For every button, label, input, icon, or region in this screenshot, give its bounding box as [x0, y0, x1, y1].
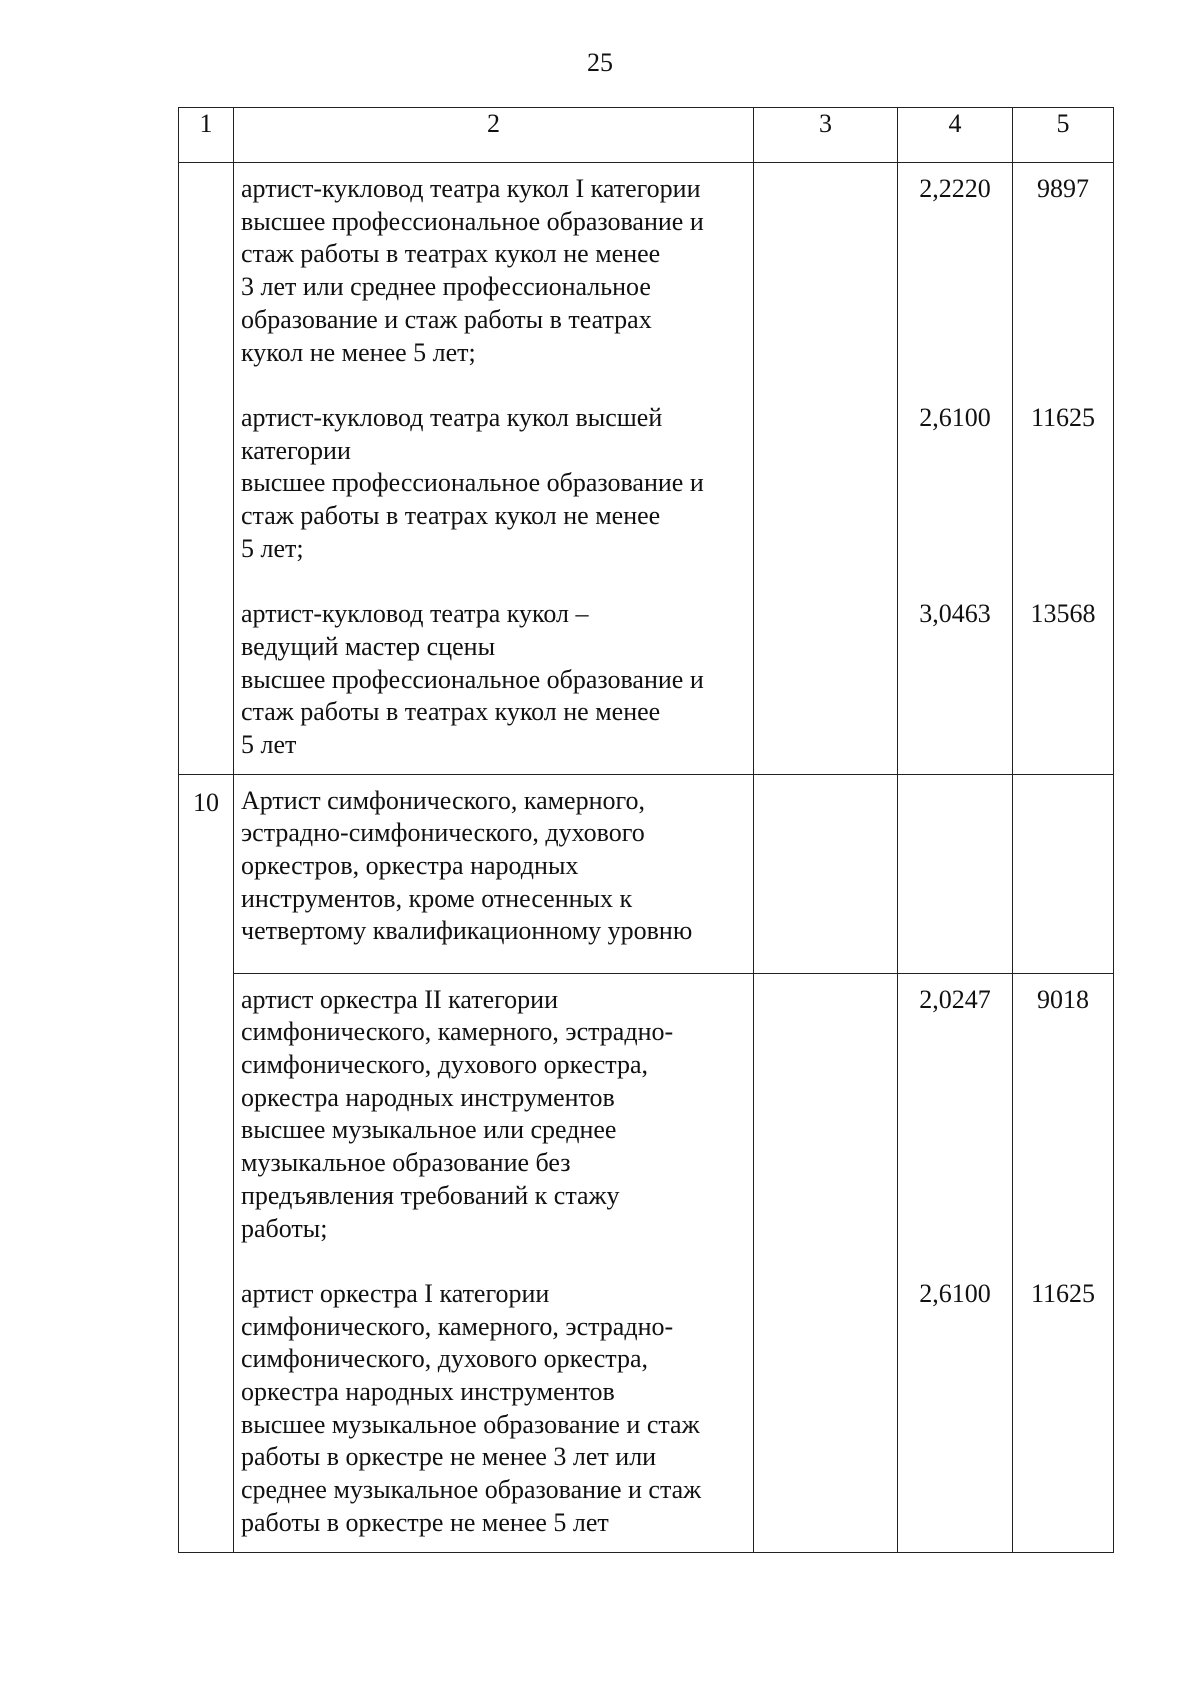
- position-group-text: Артист симфонического, камерного, эстрадно-симфонического, духового оркестров, оркестра народных инструментов, кроме отнесенных к четвертому квалификационному уровню: [241, 785, 693, 946]
- header-cell-3: 3: [754, 108, 898, 163]
- salary-value: 13568: [1030, 599, 1096, 628]
- header-row: [179, 108, 1114, 163]
- position-description-cell: [234, 163, 754, 775]
- position-text: артист оркестра I категории симфонического, камерного, эстрадно- симфонического, духового оркестра, оркестра народных инструментов высшее музыкальное образование и стаж работы в оркестре не менее 3 лет или среднее музыкальное образование и стаж работы в оркестре не менее 5 лет: [241, 1278, 702, 1537]
- coefficient-value: 2,0247: [919, 984, 991, 1014]
- header-cell-4: 4: [898, 108, 1013, 163]
- header-cell-5: 5: [1013, 108, 1114, 163]
- coefficient-cell: [898, 973, 1013, 1552]
- position-description-cell: [234, 973, 754, 1552]
- header-cell-2: 2: [234, 108, 754, 163]
- row-number: [179, 163, 234, 775]
- salary-table: [178, 107, 1114, 1553]
- coefficient-value: 2,6100: [919, 1278, 991, 1308]
- salary-cell: [1013, 774, 1114, 973]
- table-row-puppeteer: [179, 163, 1114, 775]
- coefficient-value: 2,2220: [919, 174, 991, 203]
- salary-value: 9018: [1037, 984, 1089, 1014]
- salary-cell: [1013, 973, 1114, 1552]
- column-3-cell: [754, 774, 898, 973]
- page-number: 25: [587, 48, 613, 77]
- position-text: артист оркестра II категории симфонического, камерного, эстрадно- симфонического, духового оркестра, оркестра народных инструментов высшее музыкальное или среднее музыкальное образование без предъявления требований к стажу работы;: [241, 984, 674, 1243]
- column-3-cell: [754, 163, 898, 775]
- table-row-10: [179, 774, 1114, 973]
- salary-value: 9897: [1037, 174, 1089, 203]
- row-number: 10: [179, 774, 234, 1552]
- position-text: артист-кукловод театра кукол – ведущий мастер сцены высшее профессиональное образование и стаж работы в театрах кукол не менее 5 лет: [241, 599, 704, 759]
- position-text: артист-кукловод театра кукол высшей категории высшее профессиональное образование и стаж работы в театрах кукол не менее 5 лет;: [241, 402, 704, 563]
- position-group-cell: [234, 774, 754, 973]
- header-cell-1: 1: [179, 108, 234, 163]
- coefficient-value: 2,6100: [919, 403, 991, 432]
- coefficient-value: 3,0463: [919, 599, 991, 628]
- salary-value: 11625: [1030, 403, 1096, 432]
- column-3-cell: [754, 973, 898, 1552]
- position-text: артист-кукловод театра кукол I категории высшее профессиональное образование и стаж работы в театрах кукол не менее 3 лет или среднее профессиональное образование и стаж работы в театрах кукол не менее 5 лет;: [241, 174, 704, 367]
- coefficient-cell: [898, 163, 1013, 775]
- coefficient-cell: [898, 774, 1013, 973]
- salary-value: 11625: [1030, 1278, 1096, 1308]
- salary-cell: [1013, 163, 1114, 775]
- table-row-orchestra: [179, 973, 1114, 1552]
